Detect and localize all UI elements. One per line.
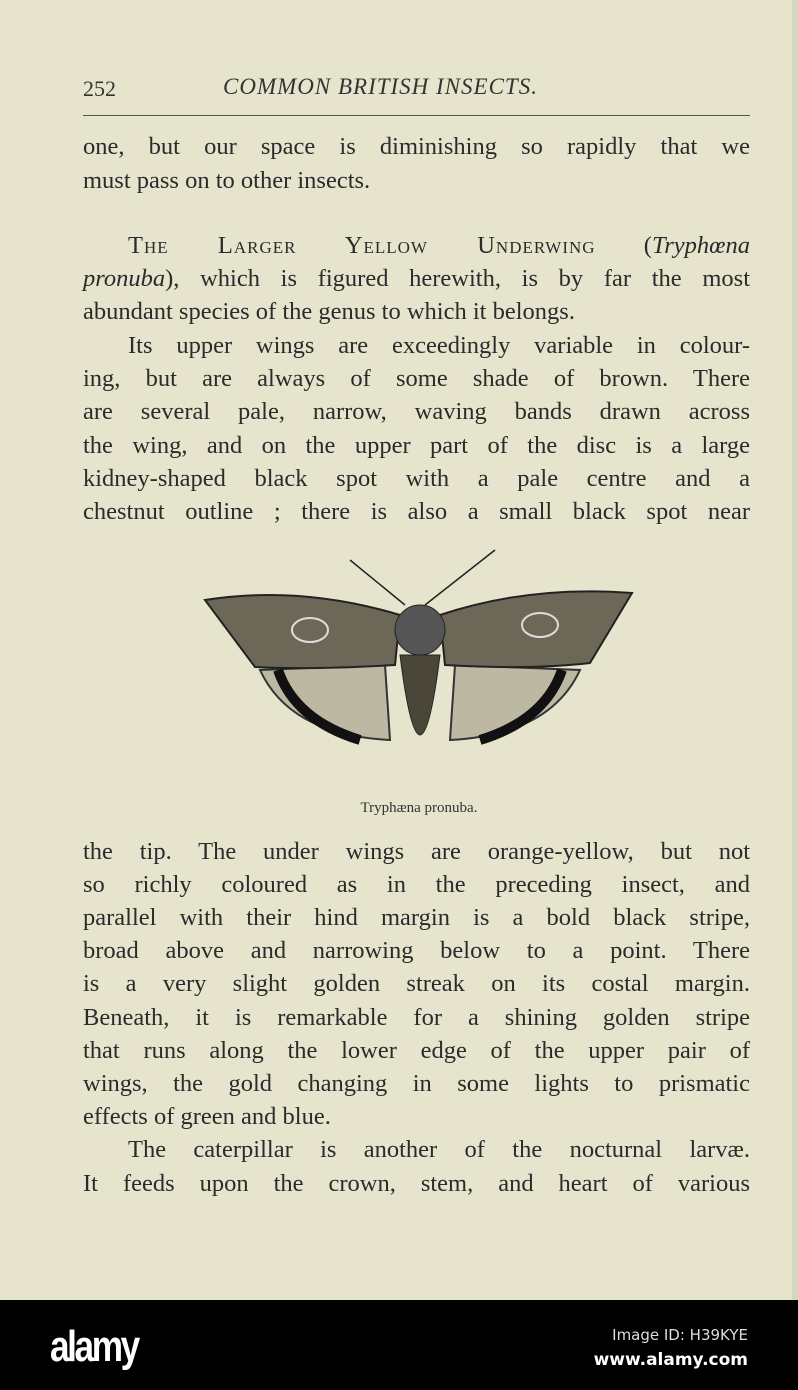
genus-name: Tryphœna: [651, 232, 750, 259]
text-line: The caterpillar is another of the nocturnal larvæ.: [128, 1136, 750, 1163]
text-line: are several pale, narrow, waving bands drawn across: [83, 398, 750, 425]
image-id: Image ID: H39KYE: [612, 1326, 748, 1344]
figure-caption: Tryphæna pronuba.: [360, 800, 478, 816]
text-line: Its upper wings are exceedingly variable in colour-: [128, 332, 750, 359]
alamy-logo: alamy: [50, 1322, 138, 1371]
text-line: wings, the gold changing in some lights to prismatic: [83, 1070, 750, 1097]
text-line: that runs along the lower edge of the upper pair of: [83, 1037, 750, 1064]
text-line: Beneath, it is remarkable for a shining golden stripe: [83, 1004, 750, 1031]
text-line: abundant species of the genus to which it belongs.: [83, 298, 575, 325]
text-line: kidney-shaped black spot with a pale centre and a: [83, 465, 750, 492]
text-line: ing, but are always of some shade of brown. There: [83, 365, 750, 392]
text-line: one, but our space is diminishing so rapidly that we: [83, 133, 750, 160]
text-line: parallel with their hind margin is a bold black stripe,: [83, 904, 750, 931]
text: (: [595, 232, 652, 259]
text-line: the tip. The under wings are orange-yellow, but not: [83, 838, 750, 865]
header-rule: [83, 115, 750, 116]
section-heading-line: [83, 231, 750, 261]
text-line: [83, 264, 750, 294]
text-line: the wing, and on the upper part of the disc is a large: [83, 432, 750, 459]
running-title: COMMON BRITISH INSECTS.: [223, 74, 538, 99]
text-line: broad above and narrowing below to a point. There: [83, 937, 750, 964]
text-line: so richly coloured as in the preceding insect, and: [83, 871, 750, 898]
running-header: [83, 72, 750, 106]
moth-illustration: [200, 545, 640, 795]
text-line: is a very slight golden streak on its costal margin.: [83, 970, 750, 997]
text-line: effects of green and blue.: [83, 1103, 331, 1130]
species-name: pronuba: [83, 265, 166, 292]
text-line: chestnut outline ; there is also a small black spot near: [83, 498, 750, 525]
watermark-footer: [0, 1300, 798, 1390]
site-url: www.alamy.com: [593, 1350, 748, 1370]
page-number: 252: [83, 76, 116, 101]
text: ), which is figured herewith, is by far the most: [165, 265, 750, 292]
text-line: It feeds upon the crown, stem, and heart of various: [83, 1170, 750, 1197]
text-line: must pass on to other insects.: [83, 167, 371, 194]
species-common-name: The Larger Yellow Underwing: [128, 232, 596, 259]
